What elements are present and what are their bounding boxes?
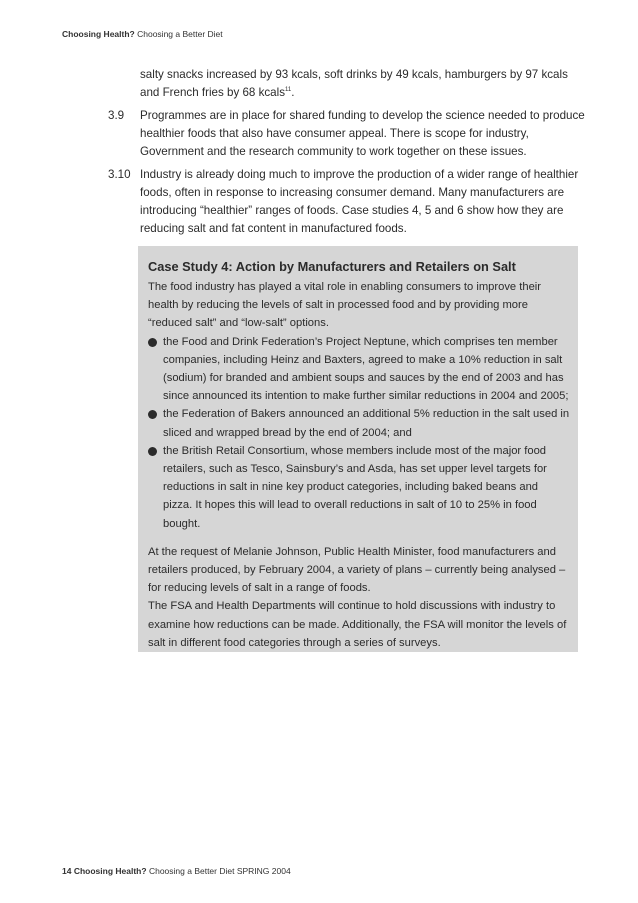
case-study-intro: The food industry has played a vital role in enabling consumers to improve their health by reducing the levels of salt in processed food and by providing more “reduced salt” and “low-salt” options. xyxy=(148,281,542,330)
bullet-icon xyxy=(148,447,157,456)
continued-end: . xyxy=(291,86,295,99)
case-study-title: Case Study 4: Action by Manufacturers and Retailers on Salt xyxy=(148,259,516,274)
footnote-marker: 11 xyxy=(285,87,292,94)
paragraph-text: Industry is already doing much to improve the production of a wider range of healthier foods, often in response to increasing consumer demand. Many manufacturers are introducing “healthier” ranges of foods. Case studies 4, 5 and 6 show how they are reducing salt and fat content in manufactured foods. xyxy=(140,168,579,235)
paragraph-number: 3.10 xyxy=(108,168,131,181)
paragraph-number: 3.9 xyxy=(108,109,125,122)
footer-title-rest: Choosing a Better Diet SPRING 2004 xyxy=(148,866,291,876)
header-title-rest: Choosing a Better Diet xyxy=(137,29,223,39)
bullet-text: the British Retail Consortium, whose members include most of the major food retailers, such as Tesco, Sainsbury’s and Asda, has set upper level targets for reductions in salt in nine key product categories, including baked beans and pizza. It hopes this will lead to overall reductions in salt of 10 to 25% in food bought. xyxy=(163,444,547,530)
running-footer xyxy=(62,866,291,876)
paragraph-3-10 xyxy=(108,166,588,238)
paragraph-text: Programmes are in place for shared funding to develop the science needed to produce healthier foods that also have consumer appeal. There is scope for industry, Government and the research community to work together on these issues. xyxy=(140,109,585,158)
paragraph-3-9 xyxy=(108,107,588,161)
case-study-closing-2: The FSA and Health Departments will continue to hold discussions with industry to examine how reductions can be made. Additionally, the FSA will monitor the levels of salt in different food categories through a series of surveys. xyxy=(148,600,567,649)
footer-title-bold: Choosing Health? xyxy=(73,866,147,876)
continued-text: salty snacks increased by 93 kcals, soft drinks by 49 kcals, hamburgers by 97 kcals and French fries by 68 kcals xyxy=(140,68,568,99)
bullet-item xyxy=(148,442,570,533)
case-study-closing-1: At the request of Melanie Johnson, Public Health Minister, food manufacturers and retailers produced, by February 2004, a variety of plans – currently being analysed – for reducing levels of salt in a range of foods. xyxy=(148,545,566,595)
bullet-text: the Federation of Bakers announced an additional 5% reduction in the salt used in sliced and wrapped bread by the end of 2004; and xyxy=(163,408,570,439)
bullet-icon xyxy=(148,410,157,419)
continued-paragraph xyxy=(140,66,580,102)
running-header xyxy=(62,29,223,39)
bullet-icon xyxy=(148,338,157,347)
bullet-item xyxy=(148,405,570,441)
footer-page-number: 14 xyxy=(62,866,72,876)
bullet-text: the Food and Drink Federation’s Project Neptune, which comprises ten member companies, including Heinz and Baxters, agreed to make a 10% reduction in salt (sodium) for branded and ambient soups and sauces by the end of 2003 and has since announced its intention to make further similar reductions in 2004 and 2005; xyxy=(163,335,569,403)
bullet-item xyxy=(148,333,570,406)
case-study-bullets xyxy=(148,333,570,533)
header-title-bold: Choosing Health? xyxy=(62,29,135,39)
case-study-box xyxy=(138,246,578,652)
